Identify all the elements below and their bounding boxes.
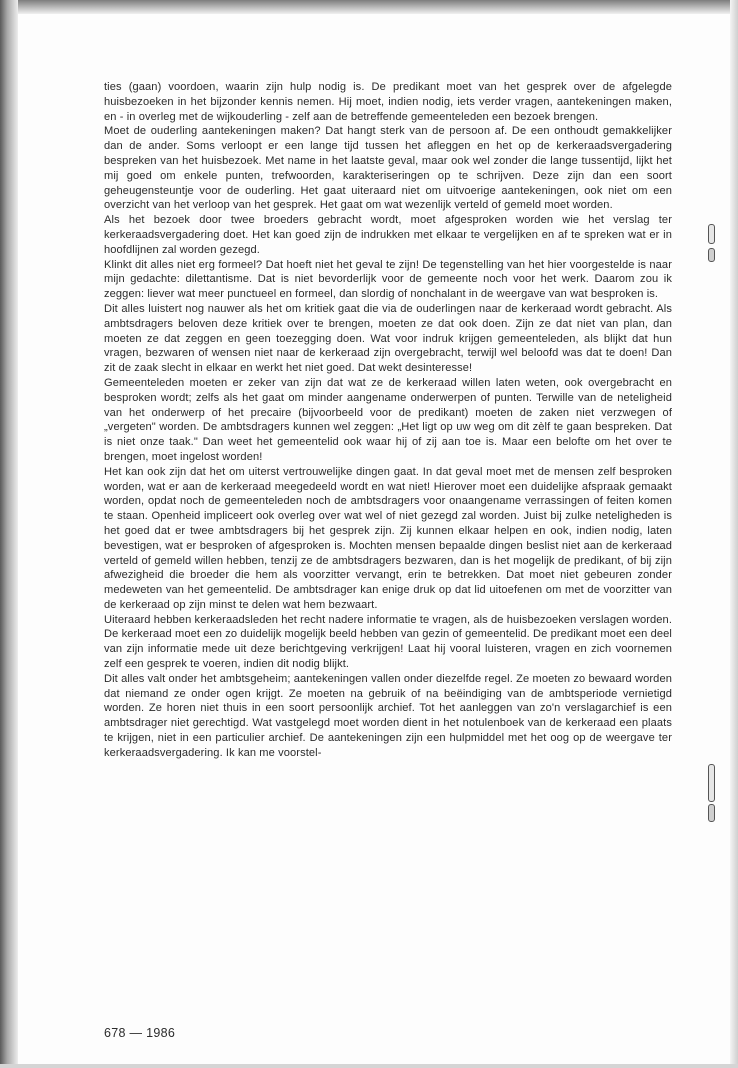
- paragraph-8: Uiteraard hebben kerkeraadsleden het recht nadere informatie te vragen, als de huisbezoeken verslagen worden. De kerkeraad moet een zo duidelijk mogelijk beeld hebben van gezin of gemeentelid. De predikant moet een deel van zijn informatie mede uit deze berichtgeving verkrijgen! Laat hij vooral luisteren, vragen en zich voornemen zelf een gesprek te voeren, indien dit nodig blijkt.: [104, 613, 672, 671]
- binding-staple-bottom-icon: [707, 764, 716, 824]
- paragraph-5: Dit alles luistert nog nauwer als het om kritiek gaat die via de ouderlingen naar de kerkeraad wordt gebracht. Als ambtsdragers beloven deze kritiek over te brengen, moeten ze dat ook doen. Zijn ze dat niet van plan, dan moeten ze dat zeggen en geen toezegging doen. Wat voor indruk krijgen gemeenteleden, als blijkt dat hun vragen, bezwaren of wensen niet naar de kerkeraad zijn overgebracht, terwijl wel beloofd was dat te doen! Dan zit de zaak slecht in elkaar en werkt het niet goed. Dat wekt desinteresse!: [104, 302, 672, 375]
- page: [18, 14, 730, 1064]
- scan-right-edge: [730, 0, 738, 1068]
- paragraph-6: Gemeenteleden moeten er zeker van zijn dat wat ze de kerkeraad willen laten weten, ook overgebracht en besproken wordt; zelfs als het gaat om minder aangename onderwerpen of punten. Terwille van de neteligheid van het onderwerp of het precaire (bijvoorbeeld voor de predikant) moeten de zaken niet verzwegen of „vergeten" worden. De ambtsdragers kunnen wel zeggen: „Het ligt op uw weg om dit zèlf te gaan bespreken. Dat is niet onze taak." Dan weet het gemeentelid ook waar hij of zij aan toe is. Maar een belofte om het over te brengen, moet ingelost worden!: [104, 376, 672, 463]
- page-number: 678 — 1986: [104, 1026, 176, 1040]
- binding-staple-top-icon: [707, 224, 716, 264]
- paragraph-1: ties (gaan) voordoen, waarin zijn hulp nodig is. De predikant moet van het gesprek over de afgelegde huisbezoeken in het bijzonder kennis nemen. Hij moet, indien nodig, iets verder vragen, aantekeningen maken, en - in overleg met de wijkouderling - zelf aan de betreffende gemeenteleden een bezoek brengen.: [104, 81, 672, 123]
- scan-top-edge: [0, 0, 738, 14]
- body-text: [104, 80, 672, 761]
- paragraph-2: Moet de ouderling aantekeningen maken? Dat hangt sterk van de persoon af. De een onthoudt gemakkelijker dan de ander. Soms verloopt er een lange tijd tussen het afleggen en het op de kerkeraadsvergadering bespreken van het huisbezoek. Met name in het laatste geval, maar ook wel zonder die lange tussentijd, lijkt het mij goed om enkele punten, trefwoorden, karakteriseringen op te schrijven. Deze zijn dan een soort geheugensteuntje voor de ouderling. Het gaat uiteraard niet om uitvoerige aantekeningen, ook niet om een overzicht van het verloop van het gesprek. Het gaat om wat wezenlijk verteld of gemeld moet worden.: [104, 125, 672, 212]
- paragraph-9: Dit alles valt onder het ambtsgeheim; aantekeningen vallen onder diezelfde regel. Ze moeten zo bewaard worden dat niemand ze onder ogen krijgt. Ze moeten na gebruik of na beëindiging van de ambtsperiode vernietigd worden. Ze horen niet thuis in een soort persoonlijk archief. Tot het aanleggen van zo'n verslagarchief is een ambtsdrager niet gerechtigd. Wat vastgelegd moet worden dient in het notulenboek van de kerkeraad een plaats te krijgen, niet in een particulier archief. De aantekeningen zijn een hulpmiddel met het oog op de weergave ter kerkeraadsvergadering. Ik kan me voorstel-: [104, 672, 672, 759]
- scan-left-edge: [0, 0, 18, 1068]
- paragraph-3: Als het bezoek door twee broeders gebracht wordt, moet afgesproken worden wie het verslag ter kerkeraadsvergadering doet. Het kan goed zijn de indrukken met elkaar te vergelijken en af te spreken wat er in hoofdlijnen zal worden gezegd.: [104, 214, 672, 256]
- scan-bottom-edge: [0, 1064, 738, 1068]
- paragraph-4: Klinkt dit alles niet erg formeel? Dat hoeft niet het geval te zijn! De tegenstelling van het hier voorgestelde is naar mijn gedachte: dilettantisme. Dat is niet bevorderlijk voor de gemeente noch voor het werk. Daarom zou ik zeggen: liever wat meer punctueel en formeel, dan slordig of nonchalant in de weergave van wat besproken is.: [104, 258, 672, 301]
- paragraph-7: Het kan ook zijn dat het om uiterst vertrouwelijke dingen gaat. In dat geval moet met de mensen zelf besproken worden, wat er aan de kerkeraad meegedeeld wordt en wat niet! Hierover moet een duidelijke afspraak gemaakt worden, opdat noch de gemeenteleden noch de ambtsdragers voor onaangename verrassingen of feiten komen te staan. Openheid impliceert ook overleg over wat wel of niet gezegd zal worden. Juist bij zulke neteligheden is het goed dat er twee ambtsdragers bij het gesprek zijn. Zij kunnen elkaar helpen en ook, indien nodig, laten bevestigen, wat er besproken of afgesproken is. Mochten mensen bepaalde dingen beslist niet aan de kerkeraad verteld of gemeld willen hebben, tenzij ze de ambtsdragers bezwaren, dan is het mogelijk de predikant, of bij zijn afwezigheid die broeder die hem als voorzitter vervangt, erin te betrekken. Dat moet niet gebeuren zonder medeweten van het gemeentelid. De ambtsdrager kan enige druk op dat lid uitoefenen om met de voorzitter van de kerkeraad op zijn minst te delen wat hem bezwaart.: [104, 465, 672, 611]
